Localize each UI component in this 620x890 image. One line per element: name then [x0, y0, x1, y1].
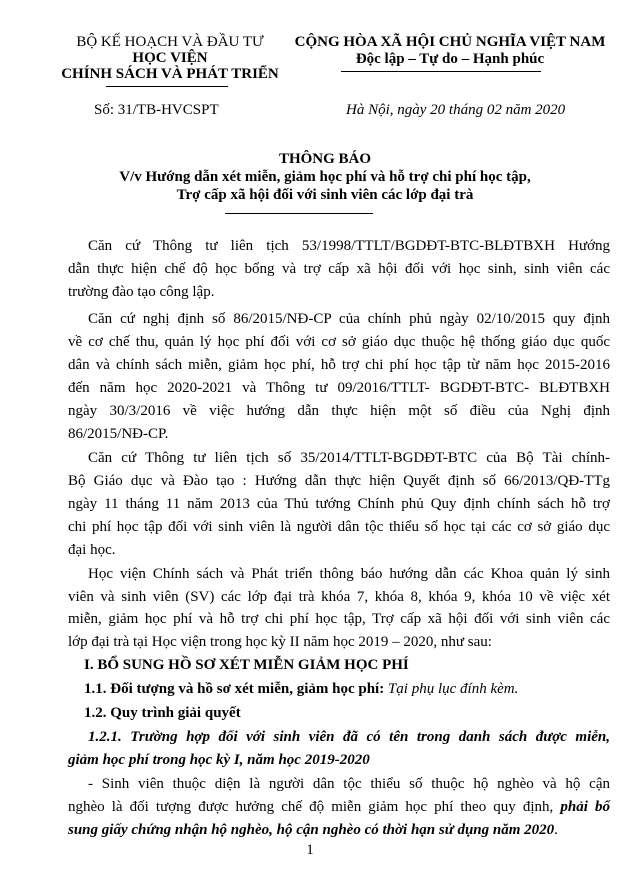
ministry-name: BỘ KẾ HOẠCH VÀ ĐẦU TƯ — [76, 34, 264, 50]
national-header — [290, 34, 610, 68]
document-title — [40, 150, 610, 204]
paragraph-5-line: - Sinh viên thuộc diện là người dân tộc thiểu số thuộc hộ nghèo và hộ cận — [88, 776, 610, 792]
paragraph-3-line: Căn cứ Thông tư liên tịch số 35/2014/TTLT-BGDĐT-BTC của Bộ Tài chính- — [88, 450, 610, 466]
paragraph-4-line: lớp đại trà tại Học viện trong học kỳ II năm học 2019 – 2020, như sau: — [68, 634, 492, 650]
paragraph-4-line: Học viện Chính sách và Phát triển thông báo hướng dẫn các Khoa quản lý sinh — [88, 566, 610, 582]
paragraph-5-emphasis: phải bổ — [560, 799, 611, 815]
academy-name-line2: CHÍNH SÁCH VÀ PHÁT TRIỂN — [61, 66, 279, 82]
issuer-underline — [106, 86, 228, 87]
document-date: Hà Nội, ngày 20 tháng 02 năm 2020 — [346, 102, 566, 118]
paragraph-5-end: . — [554, 822, 558, 838]
paragraph-3-line: Bộ Giáo dục và Đào tạo : Hướng dẫn thực hiện Quyết định số 66/2013/QĐ-TTg — [68, 473, 610, 489]
paragraph-3-line: đại học. — [68, 542, 116, 558]
paragraph-3-line: ngày 11 tháng 11 năm 2013 của Thủ tướng Chính phủ Quy định chính sách hỗ trợ — [68, 496, 610, 512]
paragraph-2-line: ngày 30/3/2016 về việc hướng dẫn thực hiện một số điều của Nghị định — [68, 403, 610, 419]
subsection-1-1-label: 1.1. Đối tượng và hồ sơ xét miễn, giảm học phí: — [84, 681, 385, 697]
subsection-1-2: 1.2. Quy trình giải quyết — [84, 705, 241, 721]
paragraph-2-line: 86/2015/NĐ-CP. — [68, 426, 169, 442]
paragraph-5-line — [68, 799, 610, 816]
paragraph-1-line: Căn cứ Thông tư liên tịch 53/1998/TTLT/BGDĐT-BTC-BLĐTBXH Hướng — [88, 238, 610, 254]
subsection-1-1-value: Tại phụ lục đính kèm. — [387, 681, 519, 697]
motto-underline — [341, 71, 541, 72]
academy-name-line1: HỌC VIỆN — [132, 50, 208, 66]
paragraph-5-line — [68, 822, 610, 839]
issuer-block — [40, 34, 300, 82]
paragraph-4-line: viên và sinh viên (SV) các lớp đại trà khóa 7, khóa 8, khóa 9, khóa 10 về việc xét — [68, 589, 610, 605]
paragraph-1-line: dẫn thực hiện chế độ học bổng và trợ cấp xã hội đối với học sinh, sinh viên các — [68, 261, 610, 277]
paragraph-5-emphasis-cont: sung giấy chứng nhận hộ nghèo, hộ cận nghèo có thời hạn sử dụng năm 2020 — [68, 822, 555, 838]
section-heading: I. BỔ SUNG HỒ SƠ XÉT MIỄN GIẢM HỌC PHÍ — [84, 657, 409, 673]
paragraph-5-plain: nghèo là đối tượng được hưởng chế độ miễn giảm học phí theo quy định, — [68, 799, 554, 815]
title-subject-line2: Trợ cấp xã hội đối với sinh viên các lớp đại trà — [176, 187, 474, 203]
document-number: Số: 31/TB-HVCSPT — [94, 102, 219, 118]
title-subject-line1: V/v Hướng dẫn xét miễn, giảm học phí và hỗ trợ chi phí học tập, — [119, 169, 531, 185]
subsection-1-2-1-line: 1.2.1. Trường hợp đối với sinh viên đã có tên trong danh sách được miễn, — [88, 729, 610, 745]
national-motto: Độc lập – Tự do – Hạnh phúc — [355, 51, 545, 67]
subsection-1-2-1-line: giảm học phí trong học kỳ I, năm học 2019-2020 — [68, 752, 370, 768]
subsection-1-1 — [84, 681, 620, 698]
paragraph-2-line: Căn cứ nghị định số 86/2015/NĐ-CP của chính phủ ngày 02/10/2015 quy định — [88, 311, 610, 327]
paragraph-4-line: miễn, giảm học phí và hỗ trợ chi phí học tập, Trợ cấp xã hội đối với sinh viên các — [68, 611, 610, 627]
page-number: 1 — [306, 842, 314, 858]
paragraph-1-line: trường đào tạo công lập. — [68, 284, 215, 300]
title-underline — [225, 213, 373, 214]
paragraph-3-line: chi phí học tập đối với sinh viên là người dân tộc thiểu số học tại các cơ sở giáo dục — [68, 519, 610, 535]
paragraph-2-line: đến năm học 2020-2021 và Thông tư 09/2016/TTLT- BGDĐT-BTC- BLĐTBXH — [68, 380, 610, 396]
paragraph-2-line: dân và chính sách miễn, giảm học phí, hỗ trợ chi phí học tập từ năm học 2015-2016 — [68, 357, 610, 373]
country-name: CỘNG HÒA XÃ HỘI CHỦ NGHĨA VIỆT NAM — [294, 34, 606, 50]
paragraph-2-line: về cơ chế thu, quản lý học phí đối với cơ sở giáo dục thuộc hệ thống giáo dục quốc — [68, 334, 610, 350]
title-heading: THÔNG BÁO — [278, 151, 372, 167]
